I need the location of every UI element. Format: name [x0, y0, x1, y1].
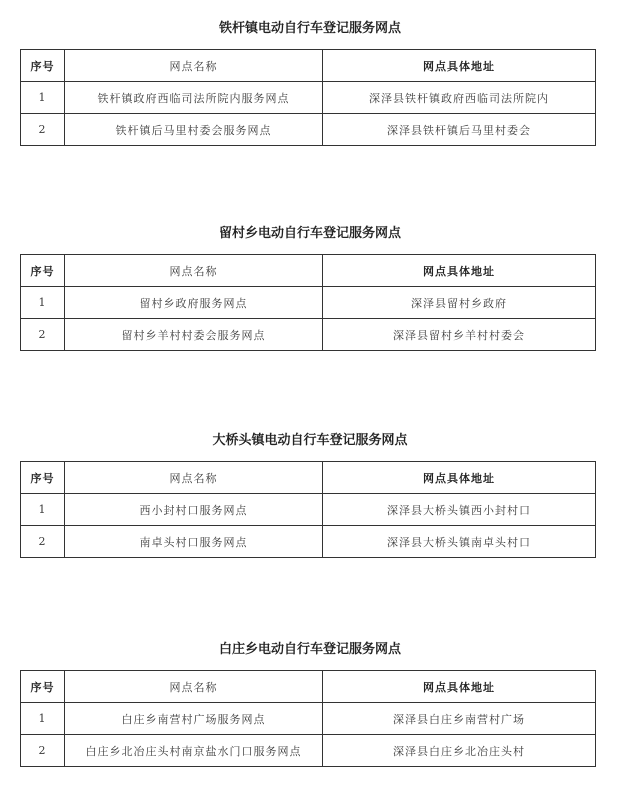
cell-address: 深泽县铁杆镇政府西临司法所院内	[323, 82, 596, 114]
cell-name: 留村乡羊村村委会服务网点	[65, 319, 323, 351]
cell-name: 白庄乡北冶庄头村南京盐水门口服务网点	[65, 735, 323, 767]
header-seq: 序号	[21, 462, 65, 494]
section-title: 留村乡电动自行车登记服务网点	[218, 226, 401, 241]
table-header-row	[21, 671, 596, 703]
table-row	[21, 114, 596, 146]
service-points-table	[20, 49, 596, 146]
cell-seq: 1	[21, 703, 65, 735]
section-title: 铁杆镇电动自行车登记服务网点	[218, 21, 401, 36]
table-row	[21, 526, 596, 558]
header-seq: 序号	[21, 50, 65, 82]
cell-seq: 1	[21, 287, 65, 319]
table-row	[21, 319, 596, 351]
header-name: 网点名称	[65, 462, 323, 494]
table-row	[21, 703, 596, 735]
service-points-table	[20, 670, 596, 767]
cell-name: 白庄乡南营村广场服务网点	[65, 703, 323, 735]
service-points-table	[20, 254, 596, 351]
cell-address: 深泽县白庄乡北冶庄头村	[323, 735, 596, 767]
cell-address: 深泽县留村乡羊村村委会	[323, 319, 596, 351]
header-address: 网点具体地址	[323, 50, 596, 82]
header-name: 网点名称	[65, 255, 323, 287]
section-title: 大桥头镇电动自行车登记服务网点	[212, 433, 408, 448]
service-points-table	[20, 461, 596, 558]
cell-seq: 2	[21, 526, 65, 558]
cell-name: 南卓头村口服务网点	[65, 526, 323, 558]
cell-seq: 2	[21, 114, 65, 146]
section-title: 白庄乡电动自行车登记服务网点	[218, 642, 401, 657]
cell-seq: 1	[21, 494, 65, 526]
cell-seq: 2	[21, 735, 65, 767]
header-name: 网点名称	[65, 50, 323, 82]
cell-name: 西小封村口服务网点	[65, 494, 323, 526]
header-address: 网点具体地址	[323, 671, 596, 703]
table-row	[21, 287, 596, 319]
header-address: 网点具体地址	[323, 255, 596, 287]
table-header-row	[21, 462, 596, 494]
cell-name: 留村乡政府服务网点	[65, 287, 323, 319]
cell-name: 铁杆镇后马里村委会服务网点	[65, 114, 323, 146]
cell-address: 深泽县留村乡政府	[323, 287, 596, 319]
header-seq: 序号	[21, 671, 65, 703]
header-seq: 序号	[21, 255, 65, 287]
cell-seq: 1	[21, 82, 65, 114]
header-address: 网点具体地址	[323, 462, 596, 494]
cell-address: 深泽县铁杆镇后马里村委会	[323, 114, 596, 146]
cell-name: 铁杆镇政府西临司法所院内服务网点	[65, 82, 323, 114]
table-row	[21, 494, 596, 526]
table-header-row	[21, 50, 596, 82]
cell-address: 深泽县大桥头镇西小封村口	[323, 494, 596, 526]
cell-address: 深泽县大桥头镇南卓头村口	[323, 526, 596, 558]
table-header-row	[21, 255, 596, 287]
table-row	[21, 735, 596, 767]
cell-address: 深泽县白庄乡南营村广场	[323, 703, 596, 735]
header-name: 网点名称	[65, 671, 323, 703]
cell-seq: 2	[21, 319, 65, 351]
table-row	[21, 82, 596, 114]
